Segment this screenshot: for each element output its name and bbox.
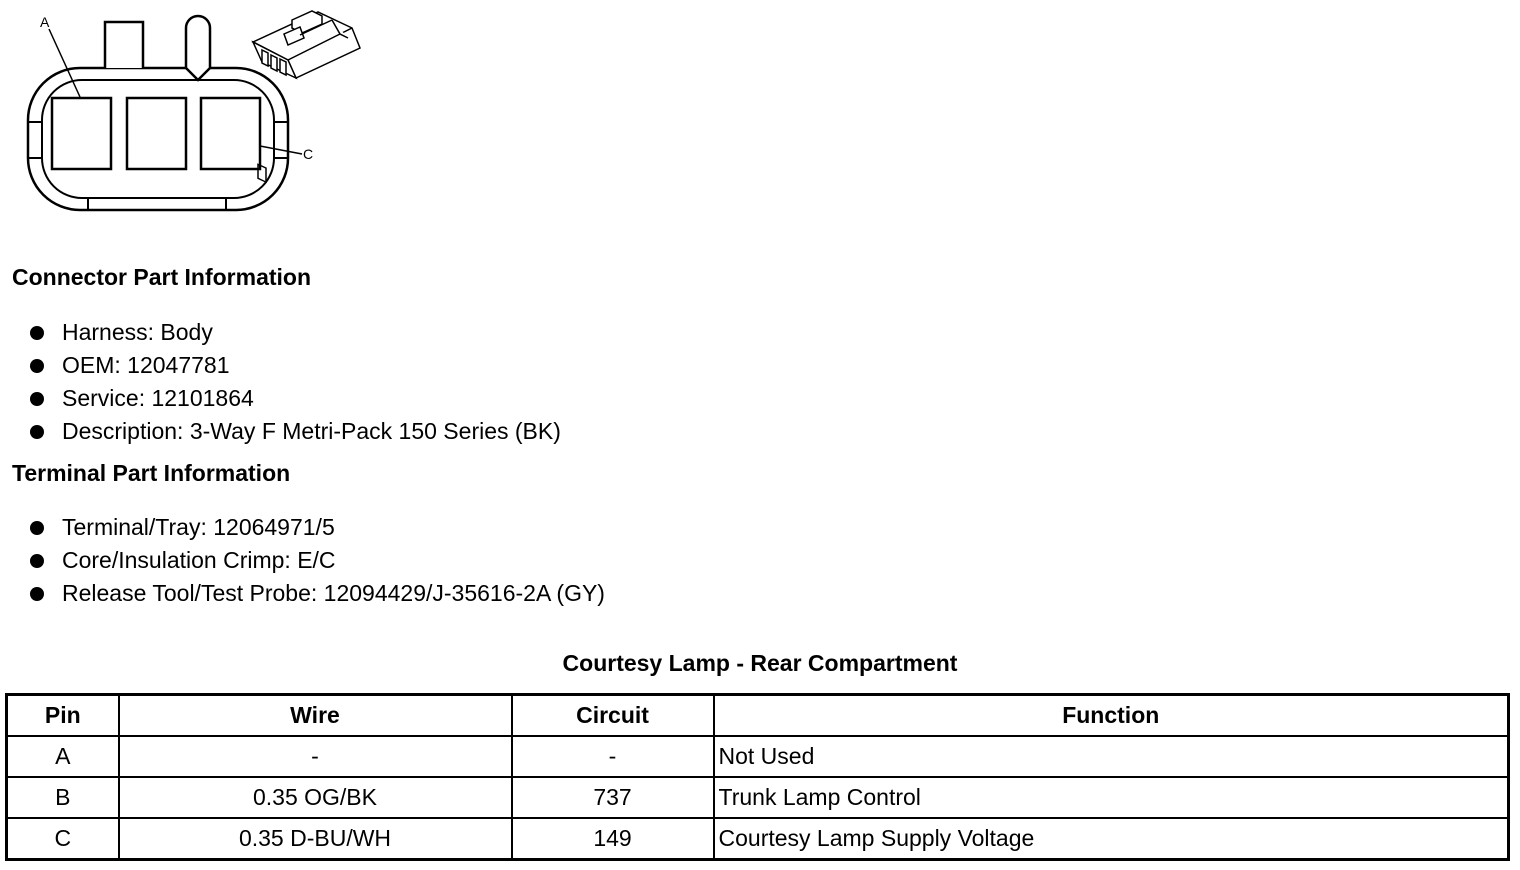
cavity-c [201, 98, 260, 169]
table-caption: Courtesy Lamp - Rear Compartment [562, 650, 958, 676]
function-cell: Not Used [714, 736, 1509, 777]
table-header-row [7, 695, 1509, 737]
column-header-function: Function [714, 695, 1509, 737]
list-item: Core/Insulation Crimp: E/C [28, 544, 605, 577]
wire-cell: - [119, 736, 512, 777]
column-header-wire: Wire [119, 695, 512, 737]
table-row [7, 777, 1509, 818]
bullet-icon [30, 554, 44, 568]
list-item: Release Tool/Test Probe: 12094429/J-35616-2A (GY) [28, 577, 605, 610]
circuit-cell: 149 [512, 818, 714, 860]
pin-cell: B [7, 777, 119, 818]
circuit-cell: - [512, 736, 714, 777]
leader-c [260, 146, 302, 154]
list-item: Harness: Body [28, 316, 561, 349]
pin-cell: C [7, 818, 119, 860]
key-tab [186, 16, 210, 80]
cavity-a [52, 98, 111, 169]
bullet-icon [30, 587, 44, 601]
wire-cell: 0.35 D-BU/WH [119, 818, 512, 860]
bullet-icon [30, 521, 44, 535]
lock-tab [105, 22, 143, 68]
bullet-icon [30, 359, 44, 373]
pin-cell: A [7, 736, 119, 777]
terminal-part-info-heading: Terminal Part Information [12, 460, 291, 486]
connector-diagram [0, 0, 380, 220]
list-item: Terminal/Tray: 12064971/5 [28, 511, 605, 544]
bullet-icon [30, 326, 44, 340]
connector-part-info-heading: Connector Part Information [12, 264, 312, 290]
wire-cell: 0.35 OG/BK [119, 777, 512, 818]
column-header-circuit: Circuit [512, 695, 714, 737]
cavity-b [127, 98, 186, 169]
pin-label-a: A [40, 14, 50, 30]
pin-label-c: C [303, 146, 314, 162]
table-row [7, 818, 1509, 860]
column-header-pin: Pin [7, 695, 119, 737]
connector-part-info-list [28, 316, 561, 448]
leader-a [49, 29, 80, 97]
terminal-part-info-list [28, 511, 605, 610]
list-item: OEM: 12047781 [28, 349, 561, 382]
list-item: Description: 3-Way F Metri-Pack 150 Series (BK) [28, 415, 561, 448]
bullet-icon [30, 392, 44, 406]
bullet-icon [30, 425, 44, 439]
function-cell: Courtesy Lamp Supply Voltage [714, 818, 1509, 860]
function-cell: Trunk Lamp Control [714, 777, 1509, 818]
circuit-cell: 737 [512, 777, 714, 818]
table-row [7, 736, 1509, 777]
list-item: Service: 12101864 [28, 382, 561, 415]
pin-table [5, 693, 1510, 861]
